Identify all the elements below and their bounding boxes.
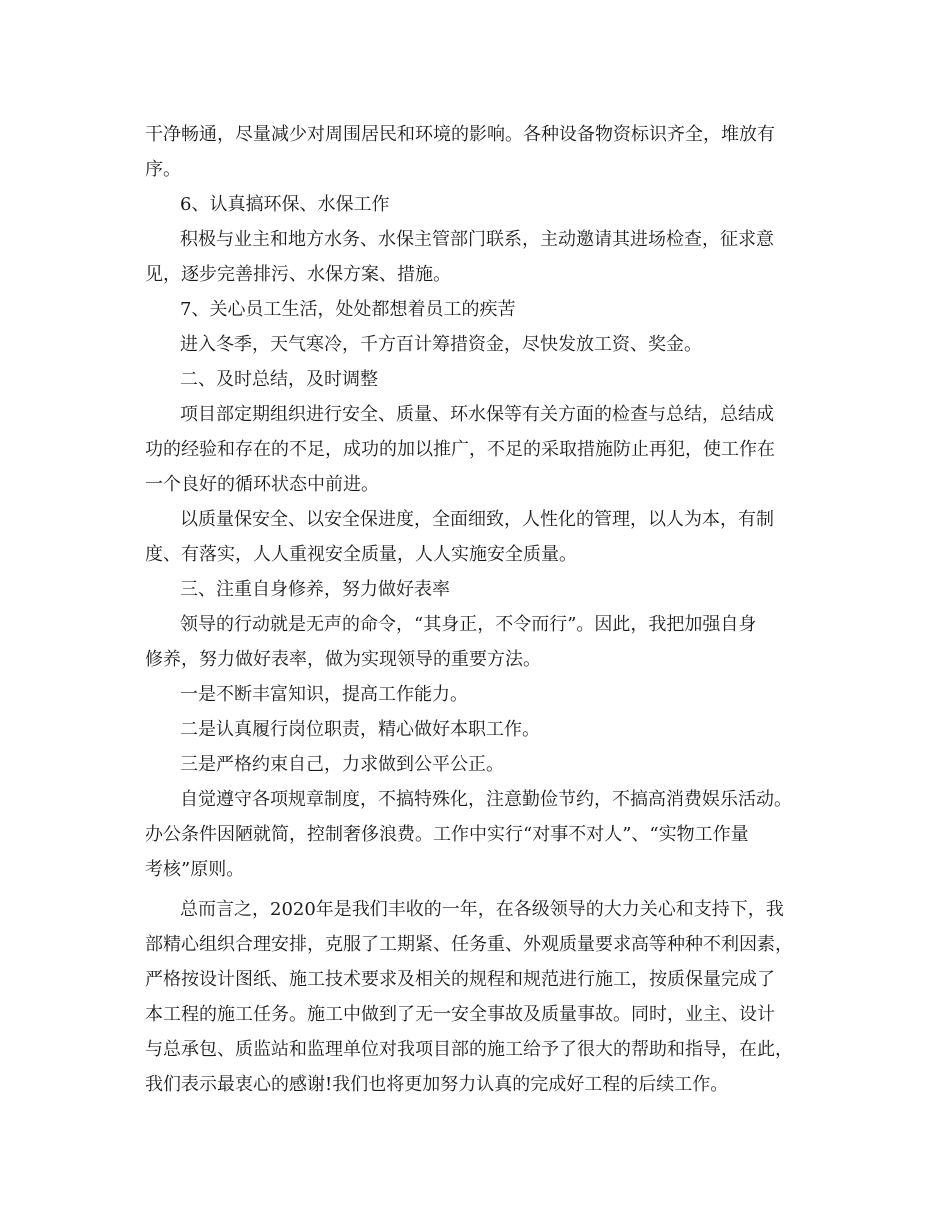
text-line: 与总承包、质监站和监理单位对我项目部的施工给予了很大的帮助和指导，在此， (145, 1039, 793, 1060)
text-line: 二是认真履行岗位职责，精心做好本职工作。 (180, 719, 540, 740)
text-line: 领导的行动就是无声的命令，“其身正，不令而行”。因此，我把加强自身 (180, 614, 757, 635)
section-heading: 二、及时总结，及时调整 (180, 369, 378, 390)
text-line: 我们表示最衷心的感谢!我们也将更加努力认真的完成好工程的后续工作。 (145, 1074, 729, 1095)
text-line: 办公条件因陋就简，控制奢侈浪费。工作中实行“对事不对人”、“实物工作量 (145, 824, 749, 845)
text-line: 干净畅通，尽量减少对周围居民和环境的影响。各种设备物资标识齐全，堆放有 (145, 124, 775, 145)
text-line: 自觉遵守各项规章制度，不搞特殊化，注意勤俭节约，不搞高消费娱乐活动。 (180, 789, 792, 810)
text-line: 考核”原则。 (145, 859, 245, 880)
text-line: 一个良好的循环状态中前进。 (145, 474, 379, 495)
text-line: 本工程的施工任务。施工中做到了无一安全事故及质量事故。同时，业主、设计 (145, 1004, 775, 1025)
section-heading: 6、认真搞环保、水保工作 (180, 194, 390, 215)
text-line: 项目部定期组织进行安全、质量、环水保等有关方面的检查与总结，总结成 (180, 404, 774, 425)
section-heading: 三、注重自身修养，努力做好表率 (180, 579, 450, 600)
text-line: 严格按设计图纸、施工技术要求及相关的规程和规范进行施工，按质保量完成了 (145, 969, 775, 990)
text-line: 修养，努力做好表率，做为实现领导的重要方法。 (145, 649, 541, 670)
text-line: 序。 (145, 159, 181, 180)
text-line: 积极与业主和地方水务、水保主管部门联系，主动邀请其进场检查，征求意 (180, 229, 774, 250)
text-line: 三是严格约束自己，力求做到公平公正。 (180, 754, 504, 775)
text-line: 见，逐步完善排污、水保方案、措施。 (145, 264, 451, 285)
text-line: 一是不断丰富知识，提高工作能力。 (180, 684, 468, 705)
section-heading: 7、关心员工生活，处处都想着员工的疾苦 (180, 299, 516, 320)
text-line: 以质量保安全、以安全保进度，全面细致，人性化的管理，以人为本，有制 (180, 509, 774, 530)
text-line: 总而言之，2020年是我们丰收的一年，在各级领导的大力关心和支持下，我 (180, 899, 784, 920)
text-line: 功的经验和存在的不足，成功的加以推广，不足的采取措施防止再犯，使工作在 (145, 439, 775, 460)
text-line: 进入冬季，天气寒冷，千方百计筹措资金，尽快发放工资、奖金。 (180, 334, 702, 355)
text-line: 度、有落实，人人重视安全质量，人人实施安全质量。 (145, 544, 577, 565)
text-line: 部精心组织合理安排，克服了工期紧、任务重、外观质量要求高等种种不利因素， (145, 934, 793, 955)
